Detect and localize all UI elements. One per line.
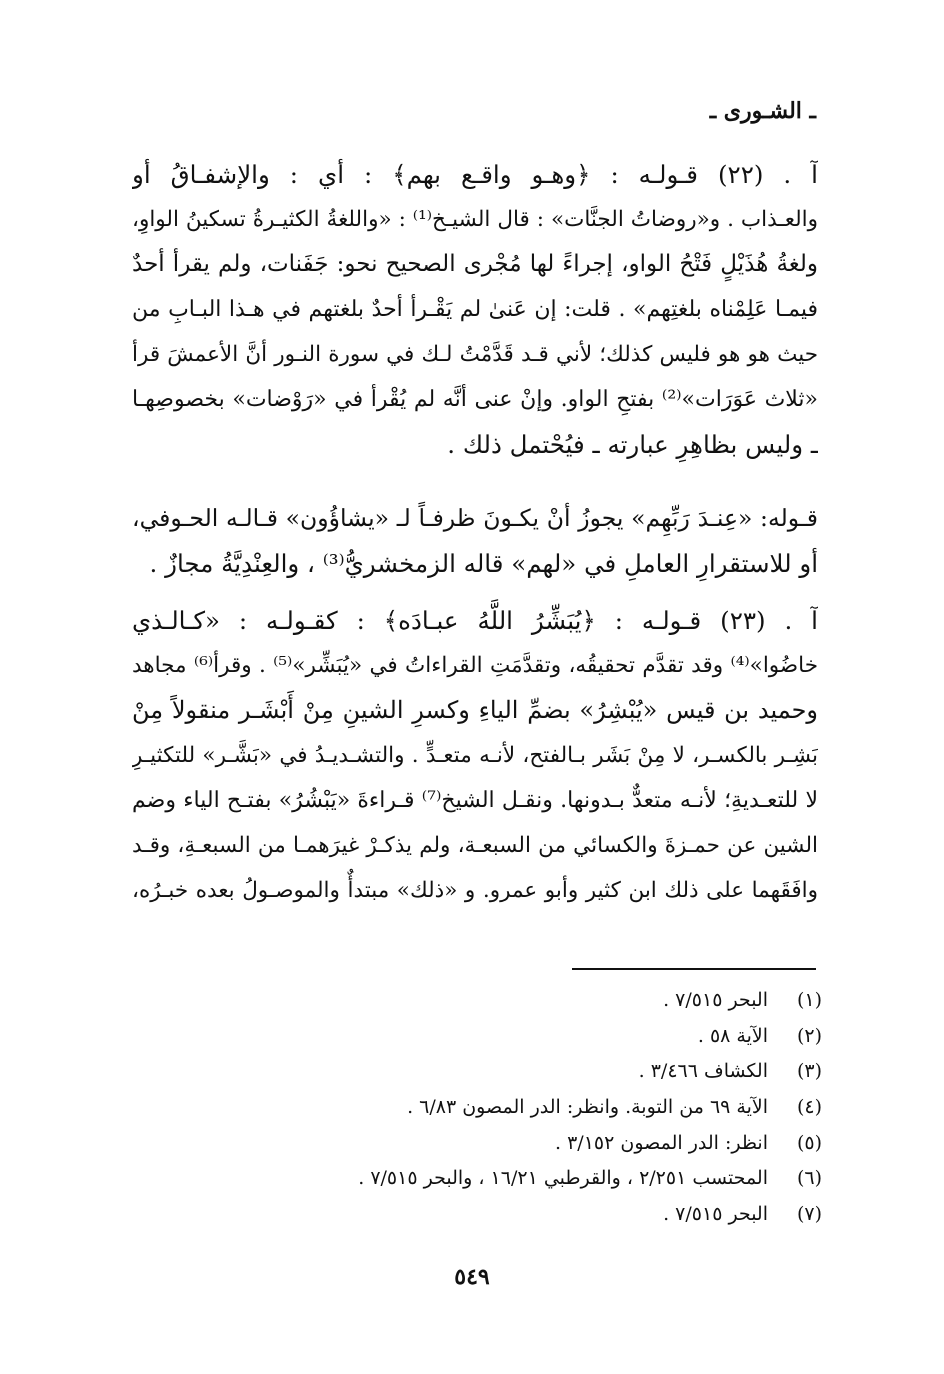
text-line: «ثلاث عَوَرَات»⁽²⁾ بفتحِ الواو. وإنْ عنى أنَّه لم يُقْرأ في «رَوْضات» بخصوصِهـا: [132, 387, 818, 412]
footnote-text: البحر ٧/٥١٥ .: [663, 1203, 768, 1226]
text-line: حيث هو هو فليس كذلك؛ لأني قـد قَدَّمْتُ لـك في سورة النـور أنَّ الأعمشَ قرأ: [132, 342, 818, 367]
footnote-text: المحتسب ٢/٢٥١ ، والقرطبي ١٦/٢١ ، والبحر ٧/٥١٥ .: [358, 1167, 768, 1190]
footnote-number: (٦): [796, 1167, 822, 1190]
text-line: وافَقَهما على ذلك ابن كثير وأبو عمرو. و «ذلك» مبتدأٌ والموصـولُ بعده خبـرُه،: [132, 878, 818, 903]
text-line: فيمـا عَلِمْناه بلغتِهم» . قلت: إن عَنىٰ لم يَقْـرأ أحدٌ بلغتهم في هـذا البـابِ من: [132, 297, 818, 322]
footnote: [102, 1090, 822, 1126]
running-header: ـ الشـورى ـ: [709, 98, 816, 124]
text-line: بَشِـر بالكسـر، لا مِنْ بَشَر بـالفتح، لأنـه متعـدٍّ . والتشـديـدُ في «بَشَّـر» للتكثيـرِ: [132, 743, 818, 768]
footnotes: [102, 983, 822, 1233]
paragraph-verse-22: [132, 152, 818, 467]
text-line: خاضُوا»⁽⁴⁾ وقد تقدَّم تحقيقُه، وتقدَّمَتِ القراءاتُ في «يُبَشِّر»⁽⁵⁾ . وقرأ⁽⁶⁾ مجاهد: [132, 653, 818, 678]
footnote-number: (٤): [796, 1096, 822, 1119]
text-line: أو للاستقرارِ العاملِ في «لهم» قاله الزمخشريُّ⁽³⁾ ، والعِنْدِيَّةُ مجازٌ .: [149, 549, 818, 578]
footnote-separator: [572, 968, 816, 970]
paragraph-verse-23: [132, 598, 818, 913]
text-line: وحميد بن قيس «يُبْشِرُ» بضمِّ الياءِ وكسرِ الشينِ مِنْ أَبْشَـر منقولاً مِنْ: [132, 696, 818, 724]
footnote-number: (١): [796, 989, 822, 1011]
footnote: [102, 1197, 822, 1233]
footnote-number: (٥): [796, 1131, 822, 1154]
text-line: الشين عن حمـزةَ والكسائي من السبعـة، ولم يذكـرْ غيرَهمـا من السبعـةِ، وقـد: [132, 833, 818, 858]
text-line: ـ وليس بظاهِرِ عبارته ـ فيُحْتمل ذلك .: [447, 430, 818, 459]
footnote-text: البحر ٧/٥١٥ .: [663, 989, 768, 1011]
text-line: والعـذاب . و«روضاتُ الجنَّات» : قال الشيـخ⁽¹⁾ : «واللغةُ الكثيـرةُ تسكينُ الواوِ،: [132, 207, 818, 232]
footnote-text: الآية ٥٨ .: [697, 1024, 768, 1047]
footnote: [102, 1054, 822, 1090]
footnote-number: (٢): [796, 1024, 822, 1047]
footnote: [102, 1161, 822, 1197]
footnote-text: الكشاف ٣/٤٦٦ .: [638, 1060, 768, 1083]
page-number: ٥٤٩: [454, 1264, 490, 1290]
footnote-text: انظر: الدر المصون ٣/١٥٢ .: [555, 1131, 768, 1154]
text-line: ولغةُ هُذَيْلٍ فَتْحُ الواو، إجراءً لها مُجْرى الصحيح نحو: جَفَنات، ولم يقرأ أحدٌ: [132, 251, 818, 277]
text-line: آ . (٢٢) قـولـه : ﴿وهـو واقـع بهم﴾ : أي : والإشفـاقُ أو: [132, 160, 818, 189]
footnote: [102, 1019, 822, 1055]
text-line: قـوله: «عِنـدَ رَبِّهِم» يجوزُ أنْ يكـونَ ظرفـاً لـ «يشاؤُون» قـالـه الحـوفي،: [132, 504, 818, 532]
footnote: [102, 983, 822, 1019]
text-line: آ . (٢٣) قـولـه : ﴿يُبَشِّرُ اللَّهُ عبـادَه﴾ : كقـولـه : «كـالـذي: [132, 606, 818, 635]
footnote-number: (٧): [796, 1203, 822, 1226]
text-line: لا للتعـديةِ؛ لأنـه متعدٌّ بـدونها. ونقـل الشيخ⁽⁷⁾ قـراءةَ «يَبْشُرُ» بفتـح الياء وضم: [132, 788, 818, 813]
paragraph-inda-rabbihim: [132, 496, 818, 586]
footnote-number: (٣): [796, 1060, 822, 1083]
footnote: [102, 1126, 822, 1162]
footnote-text: الآية ٦٩ من التوبة. وانظر: الدر المصون ٦/٨٣ .: [407, 1096, 768, 1119]
